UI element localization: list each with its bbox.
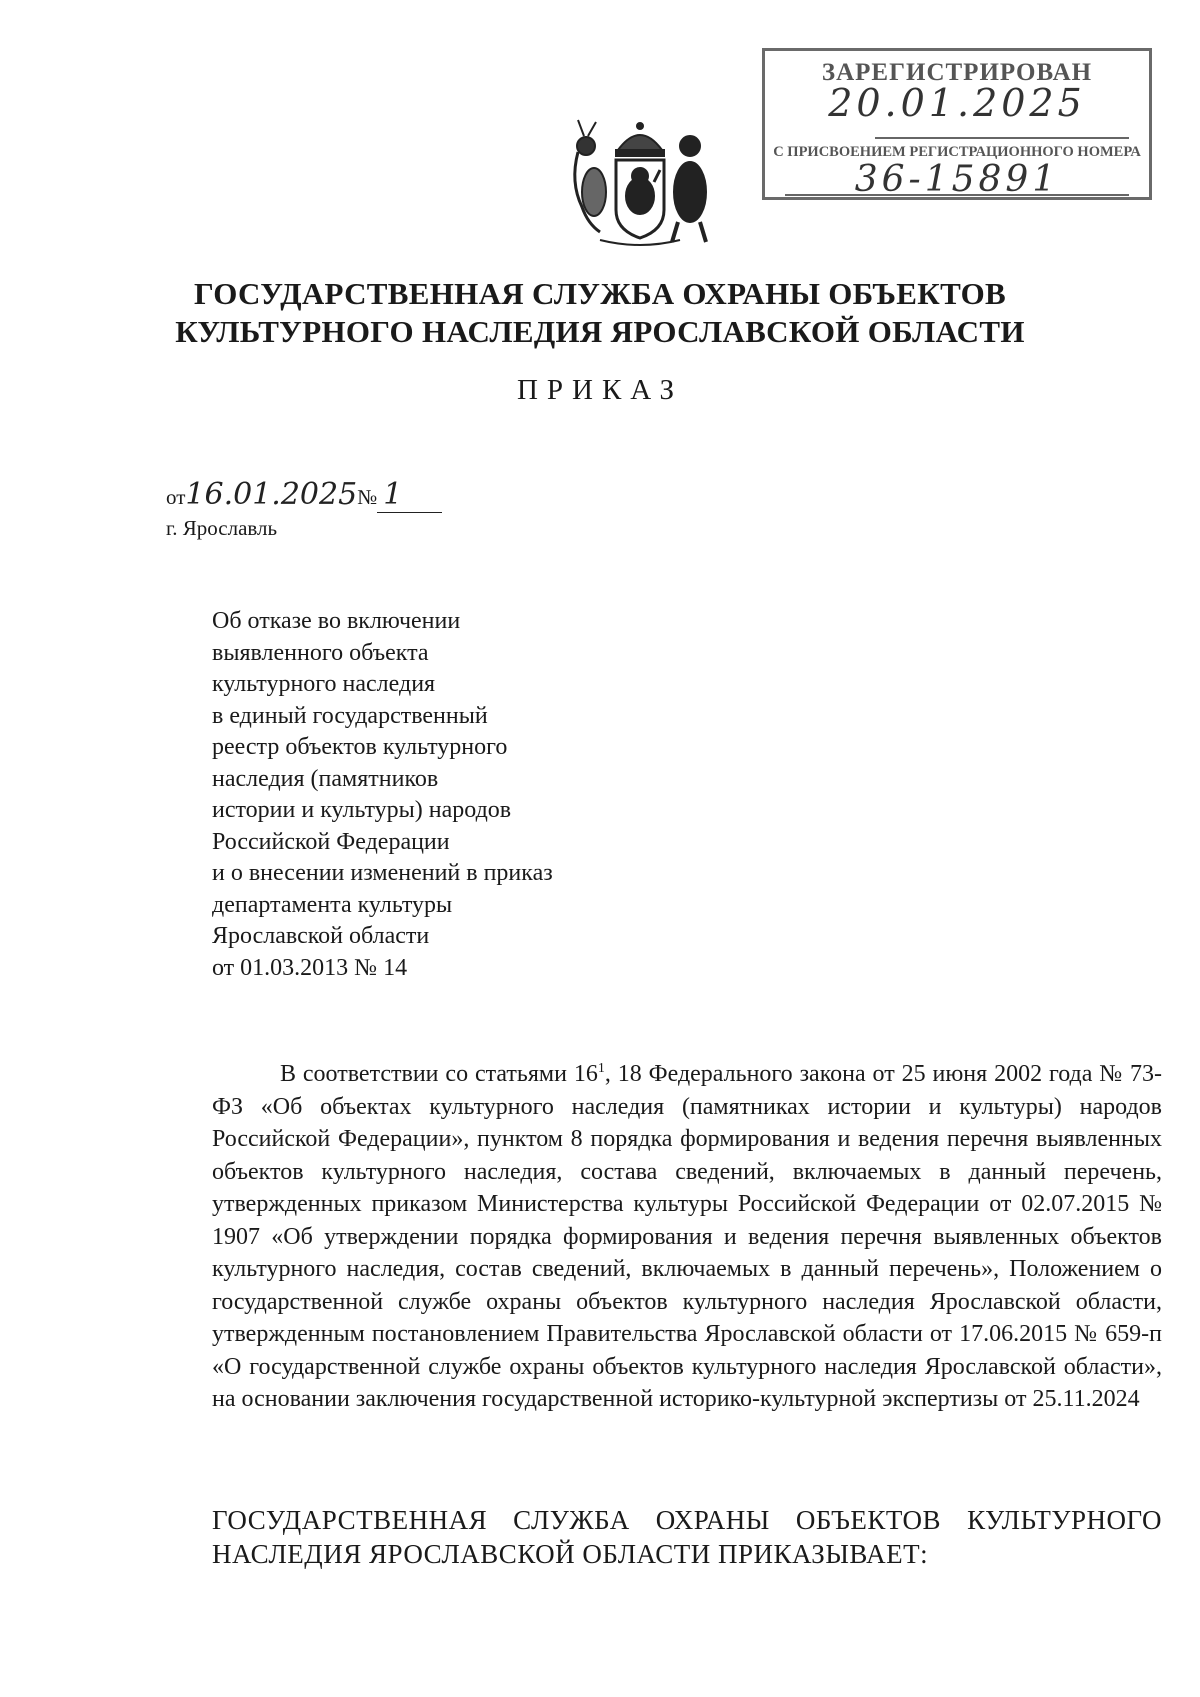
subject-line: культурного наследия <box>212 671 436 697</box>
coat-of-arms-icon <box>560 112 720 252</box>
stamp-caption: С ПРИСВОЕНИЕМ РЕГИСТРАЦИОННОГО НОМЕРА <box>773 144 1141 160</box>
order-date-number <box>166 477 442 513</box>
subject-line: выявленного объекта <box>212 639 429 666</box>
number-prefix: № <box>357 485 378 509</box>
handwritten-date: 16.01.2025 <box>185 477 358 512</box>
stamp-title: ЗАРЕГИСТРИРОВАН <box>821 59 1093 86</box>
stamp-date: 20.01.2025 <box>828 81 1086 125</box>
subject-line: департамента культуры <box>212 891 453 918</box>
handwritten-number: 1 <box>383 477 403 512</box>
subject-line: и о внесении изменений в приказ <box>212 860 553 886</box>
subject-line: в единый государственный <box>212 702 488 729</box>
closing-statement: ГОСУДАРСТВЕННАЯ СЛУЖБА ОХРАНЫ ОБЪЕКТОВ КУЛЬТУРНОГО НАСЛЕДИЯ ЯРОСЛАВСКОЙ ОБЛАСТИ ПРИКАЗЫВАЕТ: <box>212 1505 1162 1569</box>
subject-line: реестр объектов культурного <box>212 734 508 760</box>
city: г. Ярославль <box>166 516 278 540</box>
subject-line: истории и культуры) народов <box>212 797 512 823</box>
body-paragraph <box>212 1058 1162 1416</box>
registration-stamp <box>762 48 1152 200</box>
subject-line: наследия (памятников <box>212 765 439 792</box>
order-subject <box>212 606 672 984</box>
organization-title-line1: ГОСУДАРСТВЕННАЯ СЛУЖБА ОХРАНЫ ОБЪЕКТОВ <box>193 276 1007 311</box>
body-text-part2: , 18 Федерального закона от 25 июня 2002 года № 73-ФЗ «Об объектах культурного наследия (памятниках истории и культуры) народов Российской Федерации», пунктом 8 порядка формирования и ведения перечня выявленных объектов культурного наследия, состава сведений, включаемых в данный перечень, утвержденных приказом Министерства культуры Российской Федерации от 02.07.2015 № 1907 «Об утверждении порядка формирования и ведения перечня выявленных объектов культурного наследия, состав сведений, включаемых в данный перечень», Положением о государственной службе охраны объектов культурного наследия Ярославской области, утвержденным постановлением Правительства Ярославской области от 17.06.2015 № 659-п «О государственной службе охраны объектов культурного наследия Ярославской области», на основании заключения государственной историко-культурной экспертизы от 25.11.2024 <box>212 1061 1162 1412</box>
organization-title-line2: КУЛЬТУРНОГО НАСЛЕДИЯ ЯРОСЛАВСКОЙ ОБЛАСТИ <box>175 314 1025 349</box>
stamp-divider-bottom <box>785 194 1129 196</box>
subject-line: Российской Федерации <box>212 828 450 855</box>
document-type: ПРИКАЗ <box>516 374 684 406</box>
stamp-number: 36-15891 <box>854 159 1060 200</box>
subject-line: Ярославской области <box>212 923 430 949</box>
body-superscript: 1 <box>597 1061 605 1076</box>
stamp-divider <box>875 137 1129 139</box>
organization-title <box>100 275 1100 351</box>
subject-line: от 01.03.2013 № 14 <box>212 954 408 981</box>
subject-line: Об отказе во включении <box>212 608 461 634</box>
from-prefix: от <box>166 485 186 509</box>
body-text-part1: В соответствии со статьями 16 <box>280 1061 598 1087</box>
